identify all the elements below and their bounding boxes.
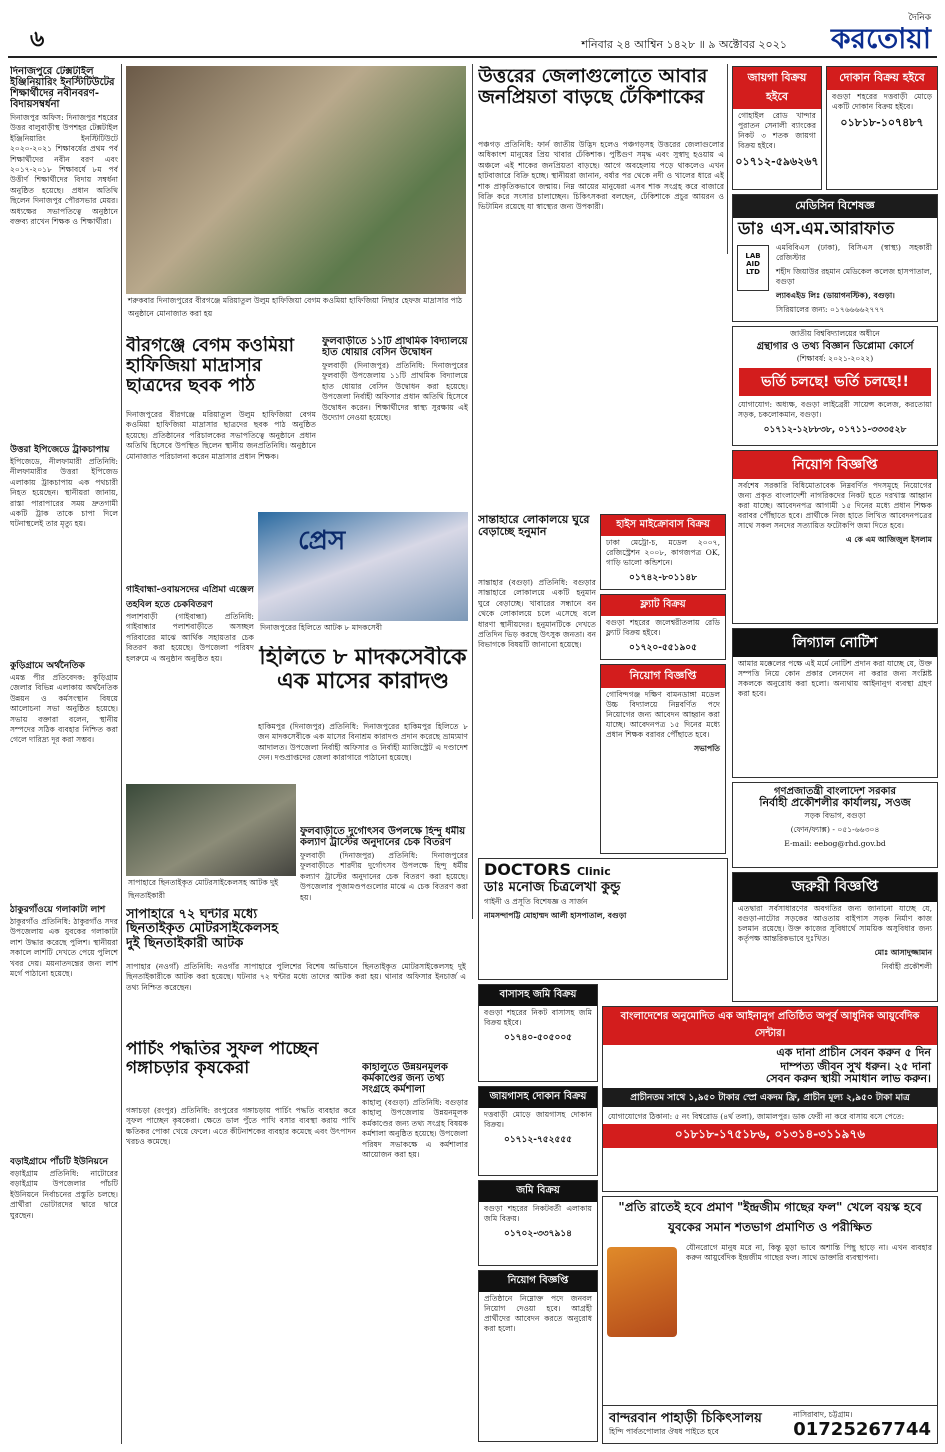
ad-title: দোকান বিক্রয় হইবে: [827, 67, 937, 90]
story-body: গঙ্গাচড়া (রংপুর) প্রতিনিধি: রংপুরের গঙ্গাচড়ায় পার্চিং পদ্ধতি ব্যবহার করে সুফল পাচ্ছেন কৃষকেরা। ক্ষেতে ডাল পুঁতে পাখি বসার ব্যবস্থা করায় পাখি ক্ষতিকর পোকা খেয়ে ফেলে। এতে কীটনাশকের ব্যবহার কমেছে এবং উৎপাদন খরচও কমেছে।: [126, 1106, 356, 1147]
ad-title: ফ্ল্যাট বিক্রয়: [601, 595, 725, 616]
dateline: শনিবার ২৪ আশ্বিন ১৪২৮ ॥ ৯ অক্টোবর ২০২১: [581, 38, 787, 51]
photo-caption: দিনাজপুরের হিলিতে আটক ৮ মাদকসেবী: [258, 621, 468, 636]
press-photo: [258, 512, 468, 636]
ad-job3: [478, 1270, 598, 1442]
ayur-headline: বাংলাদেশের অনুমোদিত এক আইনানুগ প্রতিষ্ঠিত অপূর্ব আধুনিক আয়ুর্বেদিক সেন্টার।: [603, 1007, 937, 1045]
column-rule: [727, 64, 728, 254]
story-headline: হিলিতে ৮ মাদকসেবীকে এক মাসের কারাদণ্ড: [259, 646, 467, 695]
story-kurigram: [10, 656, 118, 826]
doctor-hospital: শহীদ জিয়াউর রহমান মেডিকেল কলেজ হাসপাতাল, বগুড়া: [776, 266, 932, 286]
ad-phone: ০১৭৪০-৫০৫০০৫: [503, 1033, 573, 1043]
ad-phone: ০১৭৪২-৮০১১৪৮: [628, 573, 698, 583]
ayur-offer3: সেবন করুন স্থায়ী সমাধান লাভ করুন।: [765, 1072, 931, 1086]
ad-signer: মোঃ আসাদুজ্জামান: [874, 948, 932, 957]
admission-top: জাতীয় বিশ্ববিদ্যালয়ের অধীনে: [790, 329, 880, 338]
ayur-phone: ০১৮১৮-১৭৫১৮৬, ০১৩১৪-৩১১৯৭৬: [603, 1124, 937, 1148]
story-kahalu: [362, 1062, 468, 1442]
doctor-degrees: এমবিবিএস (ঢাকা), বিসিএস (স্বাস্থ্য) সহকারী রেজিস্টার: [776, 242, 932, 262]
main-photo: [126, 66, 466, 322]
ad-land-sale-2: [478, 1180, 598, 1266]
story-body: পলাশবাড়ী (গাইবান্ধা) প্রতিনিধি: গাইবান্ধার পলাশবাড়ীতে অসচ্ছল পরিবারের মাঝে আর্থিক সহায়তার চেক বিতরণ করা হয়েছে। উপজেলা পরিষদ হলরুমে এ অনুষ্ঠান অনুষ্ঠিত হয়।: [126, 612, 254, 663]
clinic-title: DOCTORS: [484, 860, 571, 879]
ad-body: বগুড়া শহরের নিকটবর্তী এলাকায় জমি বিক্রয়।: [484, 1204, 592, 1223]
ad-signer: সভাপতি: [694, 744, 720, 753]
ad-land-sale: [732, 66, 822, 190]
ad-title: জায়গাসহ দোকান বিক্রয়: [479, 1087, 597, 1108]
story-body: হাকিমপুর (দিনাজপুর) প্রতিনিধি: দিনাজপুরের হাকিমপুর হিলিতে ৮ জন মাদকসেবীকে এক মাসের বিনাশ্রম কারাদণ্ড প্রদান করেছে ভ্রাম্যমাণ আদালত। উপজেলা নির্বাহী অফিসার ও নির্বাহী ম্যাজিস্ট্রেট এ দণ্ডাদেশ দেন। দণ্ডপ্রাপ্তদের জেলা কারাগারে পাঠানো হয়েছে।: [258, 722, 468, 763]
story-body: বড়াইগ্রাম প্রতিনিধি: নাটোরের বড়াইগ্রাম উপজেলার পাঁচটি ইউনিয়নে নির্বাচনের প্রস্তুতি চলছে। প্রার্থীরা ভোটারদের দ্বারে দ্বারে ঘুরছেন।: [10, 1169, 118, 1220]
story-headline: বড়াইগ্রামে পাঁচটি ইউনিয়নে: [10, 1157, 108, 1167]
story-headline: সান্তাহারে লোকালয়ে ঘুরে বেড়াচ্ছে হনুমান: [478, 514, 590, 539]
admission-sub: গ্রন্থাগার ও তথ্য বিজ্ঞান ডিপ্লোমা কোর্সে: [756, 341, 914, 352]
herbal-portrait: [607, 1247, 677, 1337]
govt-line1: গণপ্রজাতন্ত্রী বাংলাদেশ সরকার: [774, 786, 896, 797]
ad-body: বগুড়া শহরের দত্তবাড়ী মোড়ে একটি দোকান বিক্রয় হইবে।: [832, 92, 932, 111]
story-headline: কাহালুতে উন্নয়নমূলক কর্মকাণ্ডের জন্য তথ্য সংগ্রহে কর্মশালা: [362, 1062, 448, 1095]
ad-phone: ০১৭১২-৫৯৬২৬৭: [735, 155, 819, 168]
ayur-contact: যোগাযোগের ঠিকানা: ৫ নং বিশ্বরোড (৪র্থ তলা), জামালপুর। ডাক ফেরী না করে বাসায় বসে পেতে:: [608, 1112, 905, 1122]
ayur-price: প্রাচীনতম সাথে ১,৯৫০ টাকার স্প্রে একদম ফ্রি, প্রাচীন মূল্য ২,৯৫০ টাকা মাত্র: [603, 1088, 937, 1107]
story-body: ফুলবাড়ী (দিনাজপুর) প্রতিনিধি: দিনাজপুরের ফুলবাড়ী উপজেলায় ১১টি প্রাথমিক বিদ্যালয়ে হাত ধোয়ার বেসিন উদ্বোধন করা হয়েছে। উপজেলা নির্বাহী অফিসার প্রধান অতিথি হিসেবে উদ্বোধন করেন। শিক্ষার্থীদের স্বাস্থ্য সুরক্ষায় এই উদ্যোগ নেওয়া হয়েছে।: [322, 361, 468, 423]
govt-line3: সড়ক বিভাগ, বগুড়া: [804, 811, 866, 821]
ad-body: প্রতিষ্ঠানে নিম্নোক্ত পদে জনবল নিয়োগ দেওয়া হবে। আগ্রহী প্রার্থীদের আবেদন করতে অনুরোধ করা হলো।: [484, 1294, 592, 1333]
story-body: এমন্ত পীর প্রতিবেদক: কুড়িগ্রাম জেলার বিভিন্ন এলাকায় অর্থনৈতিক উন্নয়ন ও কর্মসংস্থান বিষয়ে আলোচনা সভা অনুষ্ঠিত হয়েছে। সভায় বক্তারা বলেন, স্থানীয় সম্পদের সঠিক ব্যবহার নিশ্চিত করা গেলে দারিদ্র্য দূর করা সম্ভব।: [10, 673, 118, 745]
story-headline: গাইবান্ধা-ওবায়সদের এপ্রিমা এঞ্জেল তহবিল হতে চেকবিতরণ: [126, 585, 254, 610]
ad-govt: [732, 782, 938, 868]
story-body: কাহালু (বগুড়া) প্রতিনিধি: বগুড়ার কাহালু উপজেলায় উন্নয়নমূলক কর্মকাণ্ডের জন্য তথ্য সংগ্রহ বিষয়ক কর্মশালা অনুষ্ঠিত হয়েছে। উপজেলা পরিষদ সভাকক্ষে এ কর্মশালার আয়োজন করা হয়।: [362, 1098, 468, 1160]
story-headline: দিনাজপুরে টেক্সটাইল ইঞ্জিনিয়ারিং ইনস্টিটিউটের শিক্ষার্থীদের নবীনবরণ-বিদায়সম্বর্ধনা: [10, 66, 115, 110]
herbal-footer: [603, 1405, 937, 1443]
admission-banner: ভর্তি চলছে! ভর্তি চলছে!!: [739, 368, 931, 396]
admission-phone: ০১৭১২-১২৮৮৩৮, ০১৭১১-৩৩৩৫২৮: [763, 425, 907, 435]
story-headline: কুড়িগ্রামে অর্থনৈতিক: [10, 661, 85, 671]
story-body: সান্তাহার (বগুড়া) প্রতিনিধি: বগুড়ার সান্তাহারে লোকালয়ে একটি হনুমান ঘুরে বেড়াচ্ছে। খাবারের সন্ধানে বন থেকে লোকালয়ে চলে এসেছে বলে ধারণা স্থানীয়দের। হনুমানটিকে দেখতে প্রতিদিন ভিড় করছে উৎসুক জনতা। বন বিভাগকে বিষয়টি জানানো হয়েছে।: [478, 578, 596, 650]
story-thakurgaon: [10, 900, 118, 1050]
story-hanuman-headline: [478, 514, 596, 574]
story-headline: উত্তরা ইপিজেডে ট্রাকচাপায়: [10, 445, 110, 455]
ad-title: নিয়োগ বিজ্ঞপ্তি: [479, 1271, 597, 1292]
ad-title: লিগ্যাল নোটিশ: [733, 629, 937, 657]
story-madrasa-headline: [126, 336, 316, 406]
story-body: ঠাকুরগাঁও প্রতিনিধি: ঠাকুরগাঁও সদর উপজেলায় এক যুবকের গলাকাটা লাশ উদ্ধার করেছে পুলিশ। স্থানীয়রা সকালে লাশটি দেখতে পেয়ে পুলিশে খবর দেয়। ময়নাতদন্তের জন্য লাশ মর্গে পাঠানো হয়েছে।: [10, 917, 118, 979]
story-headline: বীরগঞ্জে বেগম কওমিয়া হাফিজিয়া মাদ্রাসার ছাত্রদের ছবক পাঠ: [126, 336, 294, 396]
doctor-serial: সিরিয়ালের জন্য: ০১৭৬৬৬৬২৭৭৭: [776, 304, 885, 314]
story-body: দিনাজপুর অফিস: দিনাজপুর শহরের উত্তর বালুবাড়ীস্থ উপশহর টেক্সটাইল ইঞ্জিনিয়ারিং ইনস্টিটিউটে ২০২০-২০২১ শিক্ষাবর্ষের প্রথম পর্ব শিক্ষার্থীদের নবীন বরণ এবং ২০১৭-২০১৮ শিক্ষাবর্ষে ৮ম পর্ব উত্তীর্ণ শিক্ষার্থীদের বিদায় সম্বর্ধনা অনুষ্ঠিত হয়েছে। প্রধান অতিথি ছিলেন দিনাজপুর পৌরসভার মেয়র। অধ্যক্ষের সভাপতিত্বে অনুষ্ঠানে বক্তব্য রাখেন শিক্ষক ও শিক্ষার্থীরা।: [10, 113, 118, 227]
ad-body: গোবিন্দগঞ্জ দক্ষিণ বামনডাঙ্গা মডেল উচ্চ বিদ্যালয়ে নিম্নবর্ণিত পদে নিয়োগের জন্য আবেদন আহ্বান করা যাচ্ছে। আবেদনপত্র ১৫ দিনের মধ্যে প্রধান শিক্ষক বরাবর পৌঁছাতে হবে।: [606, 690, 720, 739]
ayur-offer2: দাম্পত্য জীবন সুখ ধরুন। ২৫ দানা: [780, 1060, 931, 1074]
admission-address: যোগাযোগ: অধ্যক্ষ, বগুড়া লাইব্রেরী সায়েন্স কলেজ, করতোয়া সড়ক, চকলোকমান, বগুড়া।: [738, 400, 932, 419]
clinic-doctor-name: ডাঃ মনোজ চিত্রলেখা কুন্ডু: [484, 879, 621, 895]
story-sapahar-body: [126, 962, 466, 1034]
ad-microbus: [600, 514, 726, 590]
ad-body: আমার মক্কেলের পক্ষে এই মর্মে নোটিশ প্রদান করা যাচ্ছে যে, উক্ত সম্পত্তি নিয়ে কোন প্রকার লেনদেন না করার জন্য সংশ্লিষ্ট সকলকে অনুরোধ করা হলো। অন্যথায় আইনানুগ ব্যবস্থা গ্রহণ করা হবে।: [738, 659, 932, 698]
story-headline: সাপাহারে ৭২ ঘন্টার মধ্যে ছিনতাইকৃত মোটরসাইকেলসহ দুই ছিনতাইকারী আটক: [126, 908, 279, 951]
column-rule: [472, 64, 473, 919]
ad-body: এতদ্বারা সর্বসাধারণের অবগতির জন্য জানানো যাচ্ছে যে, বগুড়া-নাটোর সড়কের আওতায় বাইপাস সড়ক নির্মাণ কাজ চলমান রয়েছে। উক্ত কাজের সুবিধার্থে সাময়িক অসুবিধার জন্য কর্তৃপক্ষ আন্তরিকভাবে দুঃখিত।: [738, 904, 932, 943]
ad-signer: এ কে এম আজিজুল ইসলাম: [845, 535, 932, 544]
page-number: ৬: [30, 26, 45, 52]
ad-body: ঢাকা মেট্রো-চ, মডেল ২০০৭, রেজিস্ট্রেশন ২০০৮, কাগজপত্র OK, গাড়ি ভালো কন্ডিশনে।: [606, 538, 720, 567]
press-banner: প্রেস: [298, 526, 346, 556]
ad-title: জমি বিক্রয়: [479, 1181, 597, 1202]
photo-caption: শরুকবার দিনাজপুরের বীরগঞ্জে মরিয়াতুল উলুম হাফিজিয়া বেগম কওমিয়া হাফিজিয়া নিছার হেফজ মাদ্রাসার পাঠ অনুষ্ঠানে মোনাজাত করা হয়: [126, 294, 466, 322]
herbal-body: যৌনরোগে মানুষ মরে না, কিন্তু মুড়া ভাবে অশান্তি পিছু ছাড়ে না। এখন ব্যবহার করুন আয়ুর্বেদিক ইন্দ্রজীম গাছের ফল। সাথে ডাক্তারি ব্যবস্থাপনা।: [686, 1243, 932, 1262]
ad-job2: [600, 664, 726, 854]
ayur-offer: এক দানা প্রাচীন সেবন করুন ৫ দিন: [776, 1046, 931, 1059]
admission-session: (শিক্ষাবর্ষ: ২০২১-২০২২): [796, 354, 874, 363]
story-hili-headline: [258, 646, 468, 716]
ad-title: জরুরী বিজ্ঞপ্তি: [733, 873, 937, 902]
clinic-sub: Clinic: [576, 865, 611, 878]
ad-legal-notice: [732, 628, 938, 778]
herbal-place: নাসিরাবাদ, চট্টগ্রাম।: [793, 1409, 853, 1419]
bikes-photo: [126, 784, 296, 904]
ad-urgent: [732, 872, 938, 1002]
ad-phone: ০১৭০২-৩৩৭৯১৪: [503, 1229, 573, 1239]
herbal-headline: "প্রতি রাতেই হবে প্রমাণ "ইন্দ্রজীম গাছের ফল" খেলে বয়স্ক হবে যুবকের সমান শতভাগ প্রমাণিত ও পরীক্ষিত: [618, 1200, 922, 1234]
ad-title: নিয়োগ বিজ্ঞপ্তি: [601, 665, 725, 688]
ad-house-sale: [478, 984, 598, 1082]
ad-shop-space: [478, 1086, 598, 1176]
ad-title: জায়গা বিক্রয় হইবে: [733, 67, 821, 109]
doctor-name: ডাঃ এস.এম.আরাফাত: [738, 219, 895, 239]
story-body: দিনাজপুরের বীরগঞ্জে মরিয়াতুল উলুম হাফিজিয়া বেগম কওমিয়া হাফিজিয়া মাদ্রাসার ছাত্রদের ছবক পাঠ অনুষ্ঠিত হয়েছে। প্রতিষ্ঠানের পরিচালকের সভাপতিত্বে অনুষ্ঠানে প্রধান অতিথি হিসেবে উপস্থিত ছিলেন স্থানীয় জনপ্রতিনিধি। অনুষ্ঠানে মোনাজাত পরিচালনা করেন মাদ্রাসার প্রধান শিক্ষক।: [126, 410, 316, 461]
story-body: ইপিজেডে, নীলফামারী প্রতিনিধি: নীলফামারীর উত্তরা ইপিজেড এলাকায় ট্রাকচাপায় এক পথচারী নিহত হয়েছেন। স্থানীয়রা জানায়, রাস্তা পারাপারের সময় দ্রুতগামী একটি ট্রাক তাকে চাপা দিলে ঘটনাস্থলেই তার মৃত্যু হয়।: [10, 457, 118, 529]
ad-flat: [600, 594, 726, 660]
story-headline: উত্তরের জেলাগুলোতে আবার জনপ্রিয়তা বাড়ছে ঢেঁকিশাকের: [478, 66, 708, 108]
story-body: ফুলবাড়ী (দিনাজপুর) প্রতিনিধি: দিনাজপুরের ফুলবাড়ীতে শারদীয় দুর্গোৎসব উপলক্ষে হিন্দু ধর্মীয় কল্যাণ ট্রাস্টের অনুদানের চেক বিতরণ করা হয়েছে। উপজেলার পূজামণ্ডপগুলোর মাঝে এ চেক বিতরণ করা হয়।: [300, 851, 468, 902]
ad-strip: মেডিসিন বিশেষজ্ঞ: [733, 195, 937, 218]
ad-admission: [732, 326, 938, 446]
ad-body: বগুড়া শহরের জলেশ্বরীতলায় রেডি ফ্ল্যাট বিক্রয় হইবে।: [606, 618, 720, 637]
ad-herbal: [602, 1196, 938, 1444]
photo-caption: সাপাহারে ছিনতাইকৃত মোটরসাইকেলসহ আটক দুই ছিনতাইকারী: [126, 876, 296, 904]
ad-body: গোহাইল রোড খান্দার পুরাতন সেনালী ব্যাংকের নিকট ৩ শতক জায়গা বিক্রয় হইবে।: [738, 111, 816, 150]
ad-phone: ০১৮১৮-১০৭৪৮৭: [840, 116, 924, 129]
ad-shop-sale: [826, 66, 938, 190]
ad-body: দত্তবাড়ী মোড়ে জায়গাসহ দোকান বিক্রয়।: [484, 1110, 592, 1129]
story-headline: পার্চিং পদ্ধতির সুফল পাচ্ছেন গঙ্গাচড়ার কৃষকেরা: [126, 1040, 319, 1078]
story-baraigram: [10, 1152, 118, 1440]
column-rule: [121, 64, 122, 1444]
ad-doctors-clinic: [478, 858, 728, 980]
story-perching-headline: [126, 1040, 356, 1100]
story-hanuman-body: [478, 578, 596, 854]
ad-title: নিয়োগ বিজ্ঞপ্তি: [733, 451, 937, 479]
ad-designation: নির্বাহী প্রকৌশলী: [881, 962, 932, 971]
story-headline: ফুলবাড়ীতে ১১টি প্রাথমিক বিদ্যালয়ে হাত ধোয়ার বেসিন উদ্বোধন: [322, 336, 468, 358]
story-dheki-headline: [478, 66, 724, 136]
story-body: সাপাহার (নওগাঁ) প্রতিনিধি: নওগাঁর সাপাহারে পুলিশের বিশেষ অভিযানে ছিনতাইকৃত মোটরসাইকেলসহ দুই ছিনতাইকারীকে আটক করা হয়েছে। ঘটনার ৭২ ঘন্টার মধ্যে তাদের আটক করা হয়। থানার অফিসার ইনচার্জ এ তথ্য নিশ্চিত করেছেন।: [126, 962, 466, 992]
story-perching-body: [126, 1106, 356, 1446]
story-epz: [10, 440, 118, 580]
story-headline: ঠাকুরগাঁওয়ে গলাকাটা লাশ: [10, 905, 106, 915]
clinic-body: গাইনী ও প্রসূতি বিশেষজ্ঞ ও সার্জন: [484, 896, 588, 906]
ad-doctor: [732, 194, 938, 322]
govt-line4: (ফোন/ফ্যাক্স) - ০৫১-৬৬৩০৪: [790, 825, 880, 835]
labaid-logo: LAB AID LTD: [737, 245, 769, 291]
herbal-phone: 01725267744: [793, 1418, 931, 1440]
masthead-small: দৈনিক: [908, 13, 931, 23]
clinic-header: [479, 859, 727, 881]
doctor-chamber: ল্যাবএইড লিঃ (ডায়াগনস্টিক), বগুড়া।: [776, 290, 895, 300]
herbal-footer-sub: হিন্দি পার্বতপোলার ঔষধ পাইতে হবে: [609, 1426, 719, 1436]
ad-body: বগুড়া শহরের নিকট বাসাসহ জমি বিক্রয় হইবে।: [484, 1008, 592, 1027]
clinic-footer: নামসন্দাপট্টি মোহাম্মদ আলী হাসপাতাল, বগুড়া: [484, 910, 627, 920]
masthead-title: করতোয়া: [831, 22, 931, 55]
ad-body: সর্বশেষ সরকারি বিধিমোতাবেক নিম্নবর্ণিত পদসমূহে নিয়োগের জন্য প্রকৃত বাংলাদেশী নাগরিকদের নিকট হতে দরখাস্ত আহ্বান করা যাচ্ছে। আবেদনপত্র আগামী ১৫ দিনের মধ্যে প্রধান শিক্ষক বরাবর পৌঁছাতে হবে। প্রার্থীকে নিজ হাতে লিখিত আবেদনপত্রের সাথে সকল সনদের সত্যায়িত ফটোকপি জমা দিতে হবে।: [738, 481, 932, 530]
govt-line5: E-mail: eebog@rhd.gov.bd: [784, 839, 886, 849]
page-header: [8, 6, 937, 58]
story-headline: ফুলবাড়ীতে দুর্গোৎসব উপলক্ষে হিন্দু ধর্মীয় কল্যাণ ট্রাস্টের অনুদানের চেক বিতরণ: [300, 826, 466, 848]
ad-ayurvedic: [602, 1006, 938, 1192]
govt-line2: নির্বাহী প্রকৌশলীর কার্যালয়, সওজ: [759, 796, 911, 809]
story-nabinboron: [10, 66, 118, 354]
masthead-logo: [801, 10, 931, 54]
ad-phone: ০১৭১২-৭৫২৫৫৫: [503, 1135, 573, 1145]
herbal-footer-title: বান্দরবান পাহাড়ী চিকিৎসালয়: [609, 1411, 762, 1427]
story-gaibandha: [126, 580, 254, 760]
ad-job: [732, 450, 938, 624]
ad-title: বাসাসহ জমি বিক্রয়: [479, 985, 597, 1006]
ad-title: হাইস মাইক্রোবাস বিক্রয়: [601, 515, 725, 536]
story-sapahar-headline: [126, 908, 296, 958]
story-dheki-body: [478, 140, 724, 510]
ad-phone: ০১৭২০-৫৫১৯০৫: [628, 643, 698, 653]
story-body: পঞ্চগড় প্রতিনিধি: ফার্ন জাতীয় উদ্ভিদ হলেও পঞ্চগড়সহ উত্তরের জেলাগুলোর অধিকাংশ মানুষের প্রিয় খাবার ঢেঁকিশাক। পুষ্টিগুণ সমৃদ্ধ এবং সুস্বাদু হওয়ায় এ অঞ্চলে এই শাকের জনপ্রিয়তা বাড়ছে। আগে অবহেলায় পড়ে থাকলেও এখন হাটবাজারে বিক্রি হচ্ছে। স্থানীয়রা জানান, বর্ষার পর থেকে নদী ও খালের ধারে এই শাক প্রাকৃতিকভাবে জন্মায়। নিম্ন আয়ের মানুষেরা এসব শাক সংগ্রহ করে বাজারে বিক্রি করে সংসার চালাচ্ছেন। চিকিৎসকরা বলছেন, ঢেঁকিশাকে প্রচুর আয়রন ও ভিটামিন রয়েছে যা স্বাস্থ্যের জন্য উপকারী।: [478, 140, 724, 212]
